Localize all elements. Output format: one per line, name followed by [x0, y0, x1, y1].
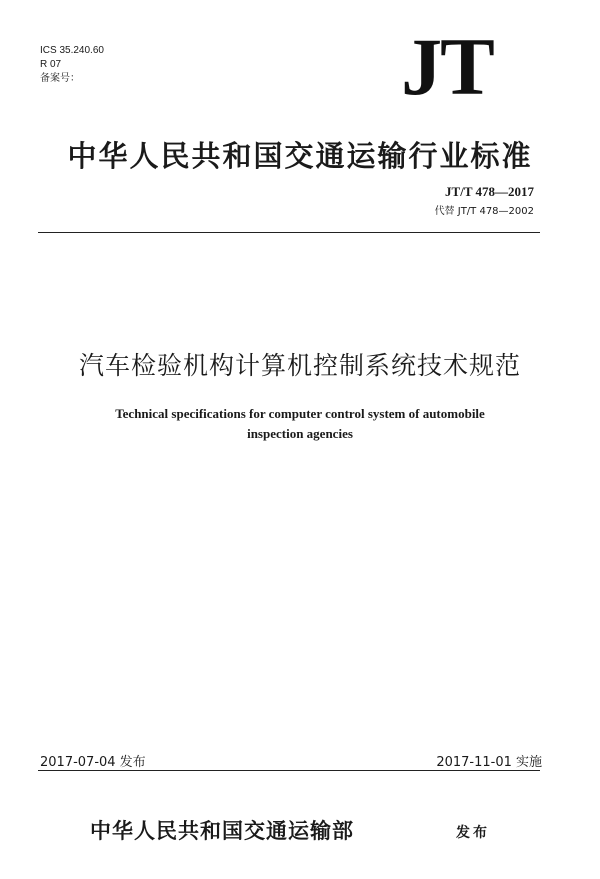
publisher-name: 中华人民共和国交通运输部: [90, 819, 354, 843]
replaces-standard: 代替 JT/T 478—2002: [434, 206, 534, 217]
document-title-cn: 汽车检验机构计算机控制系统技术规范: [78, 351, 521, 380]
org-title: 中华人民共和国交通运输行业标准: [67, 139, 533, 173]
document-title-en-line2: inspection agencies: [247, 426, 353, 441]
issue-label: 发布: [456, 825, 490, 841]
jt-logo: JT: [401, 21, 493, 112]
ics-code: ICS 35.240.60: [40, 45, 104, 56]
record-number-label: 备案号：: [40, 73, 80, 84]
category-code: R 07: [40, 59, 62, 70]
standard-code: JT/T 478—2017: [445, 184, 534, 199]
implement-date: 2017-11-01 实施: [436, 755, 542, 770]
publish-date: 2017-07-04 发布: [40, 755, 146, 770]
footer-divider: [38, 770, 540, 771]
document-title-en: [60, 404, 540, 444]
header-divider: [38, 232, 540, 233]
document-title-en-line1: Technical specifications for computer control system of automobile: [115, 406, 485, 421]
